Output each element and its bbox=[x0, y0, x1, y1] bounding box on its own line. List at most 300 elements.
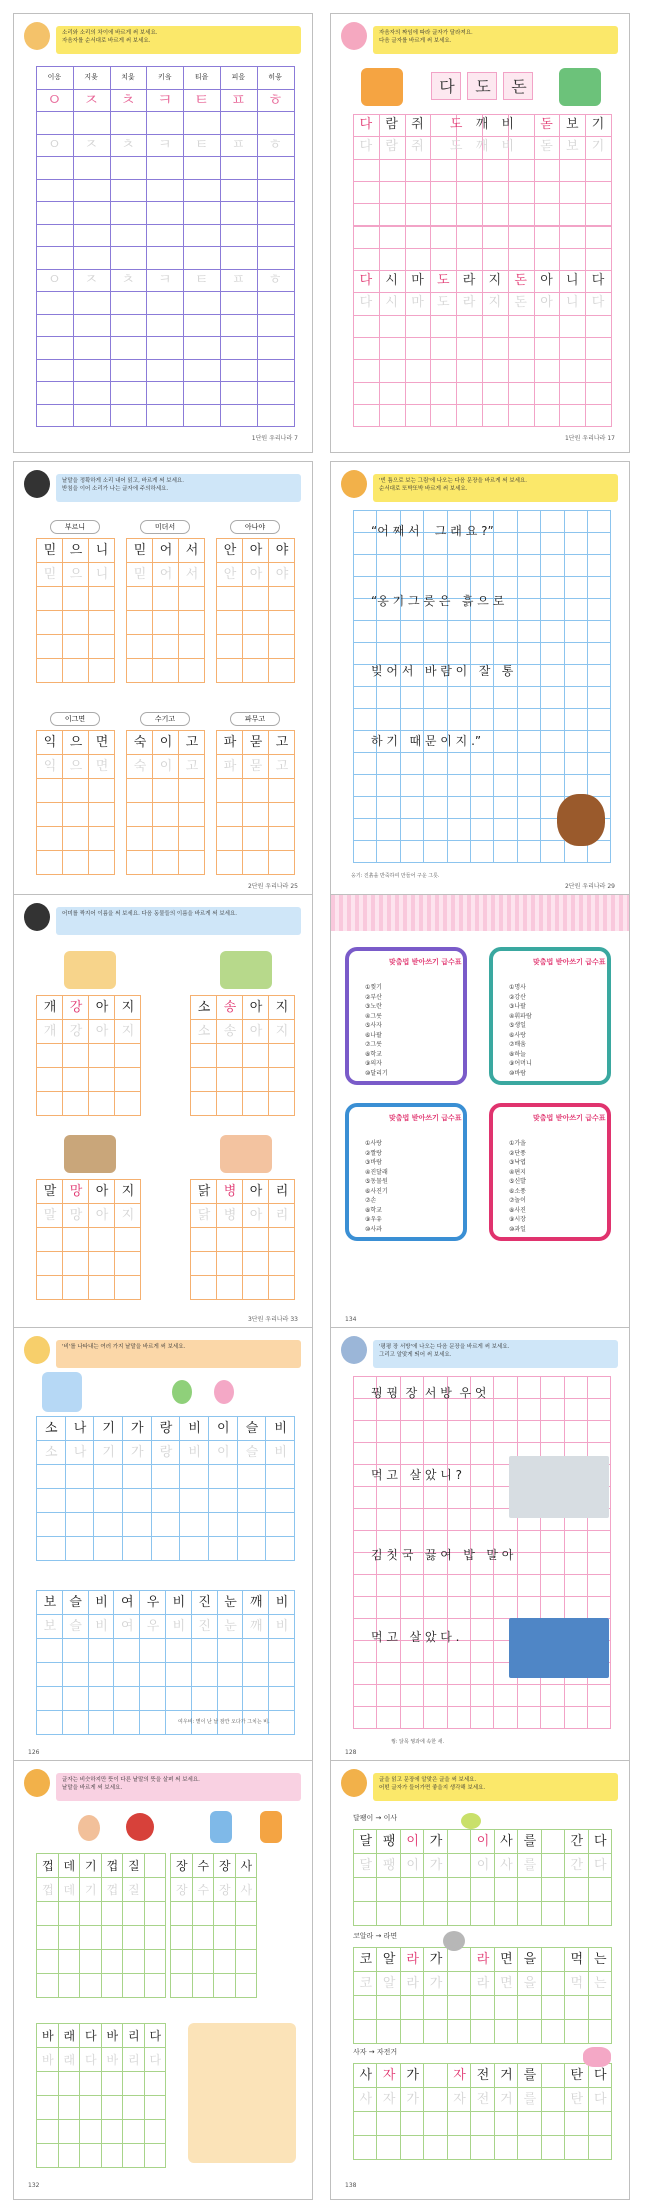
grid-cell bbox=[508, 248, 535, 271]
practice-letter: 이 bbox=[406, 1858, 419, 1873]
grid-cell bbox=[183, 381, 221, 405]
practice-letter: 이 bbox=[159, 735, 173, 750]
grid-cell bbox=[470, 1829, 494, 1854]
grid-cell bbox=[540, 730, 564, 753]
lion-mascot-icon bbox=[24, 1769, 50, 1797]
grid-cell bbox=[101, 2023, 124, 2048]
practice-letter: 가 bbox=[406, 2092, 419, 2107]
sentence-line-3: 김 칫 국 끓 여 밥 말 아 bbox=[371, 1548, 514, 1562]
grid-cell bbox=[587, 664, 611, 687]
grid-cell bbox=[242, 1638, 269, 1663]
practice-letter: 아 bbox=[249, 1208, 263, 1223]
grid-cell bbox=[353, 181, 380, 204]
grid-cell bbox=[36, 2119, 59, 2144]
trace-letter: 마 bbox=[411, 295, 424, 311]
grid-cell bbox=[62, 995, 89, 1020]
grid-cell bbox=[376, 2135, 400, 2160]
grid-cell bbox=[517, 1971, 541, 1996]
grid-cell bbox=[151, 1536, 181, 1561]
grid-cell bbox=[122, 2095, 145, 2120]
grid-cell bbox=[376, 1684, 400, 1707]
grid-cell bbox=[508, 181, 535, 204]
grid-cell bbox=[379, 248, 406, 271]
grid-cell bbox=[493, 1376, 517, 1399]
grid-cell bbox=[564, 664, 588, 687]
grid-cell bbox=[88, 778, 115, 803]
grid-cell bbox=[588, 2135, 612, 2160]
grid-cell bbox=[447, 2087, 471, 2112]
grid-cell bbox=[114, 1251, 141, 1276]
grid-cell bbox=[257, 156, 295, 180]
practice-letter: 질 bbox=[127, 1883, 140, 1897]
grid-cell bbox=[152, 802, 179, 827]
practice-letter: 지 bbox=[121, 1208, 135, 1223]
practice-letter: 슬 bbox=[69, 1595, 82, 1610]
practice-letter: 수 bbox=[197, 1859, 210, 1873]
grid-cell bbox=[93, 1416, 123, 1441]
grid-cell bbox=[470, 796, 494, 819]
practice-letter: 비 bbox=[172, 1619, 186, 1634]
practice-letter: 개 bbox=[43, 1024, 57, 1039]
grid-cell bbox=[93, 1488, 123, 1513]
grid-cell bbox=[564, 708, 588, 731]
grid-cell bbox=[179, 1440, 209, 1465]
practice-letter: 안 bbox=[223, 567, 237, 582]
grid-cell bbox=[470, 1420, 494, 1443]
grid-cell bbox=[405, 203, 432, 226]
practice-letter: 깨 bbox=[250, 1595, 263, 1610]
grid-cell bbox=[220, 404, 258, 428]
grid-cell bbox=[220, 246, 258, 270]
jamo-letter: ㅊ bbox=[120, 89, 136, 109]
grid-cell bbox=[588, 2019, 612, 2044]
grid-cell bbox=[170, 1973, 193, 1998]
grid-cell bbox=[517, 2111, 541, 2136]
grid-cell bbox=[423, 752, 447, 775]
grid-cell bbox=[482, 226, 509, 249]
grid-cell bbox=[376, 1420, 400, 1443]
page-footer: 138 bbox=[345, 2182, 357, 2189]
grid-cell bbox=[190, 1067, 217, 1092]
grid-cell bbox=[220, 291, 258, 315]
grid-cell bbox=[540, 686, 564, 709]
grid-cell bbox=[36, 336, 74, 360]
footnote: 꿩: 닭목 꿩과에 속한 새. bbox=[391, 1739, 445, 1745]
practice-letter: 지 bbox=[121, 1000, 135, 1015]
practice-letter: 가 bbox=[131, 1445, 144, 1460]
grid-cell bbox=[73, 359, 111, 383]
grid-cell bbox=[36, 778, 63, 803]
page-similar-words bbox=[13, 1760, 313, 2200]
grid-cell bbox=[144, 1973, 167, 1998]
instruction-banner bbox=[373, 1773, 618, 1801]
grid-cell bbox=[268, 562, 295, 587]
grid-cell bbox=[353, 1398, 377, 1421]
grid-cell bbox=[152, 586, 179, 611]
pronunciation-pill: 파무고 bbox=[230, 712, 280, 726]
grid-cell bbox=[242, 1091, 269, 1116]
practice-letter: 믿 bbox=[133, 543, 147, 558]
grid-cell bbox=[62, 1091, 89, 1116]
grid-cell bbox=[213, 1853, 236, 1878]
grid-cell bbox=[36, 1464, 66, 1489]
jamo-letter: ㅈ bbox=[84, 136, 98, 153]
grid-cell bbox=[456, 248, 483, 271]
practice-letter: 믿 bbox=[43, 543, 57, 558]
grid-cell bbox=[101, 2047, 124, 2072]
spelling-item: ⑤사자 bbox=[365, 1022, 382, 1029]
box-title: 맞춤법 받아쓰기 급수표 bbox=[389, 958, 462, 966]
grid-cell bbox=[152, 778, 179, 803]
practice-letter: 전 bbox=[476, 2068, 490, 2083]
practice-letter: 거 bbox=[500, 2092, 513, 2107]
jamo-letter: ㅌ bbox=[194, 136, 209, 153]
practice-letter: 을 bbox=[523, 1952, 537, 1967]
grid-cell bbox=[242, 995, 269, 1020]
grid-cell bbox=[470, 1947, 494, 1972]
trace-letter: 기 bbox=[591, 139, 605, 154]
grid-cell bbox=[216, 562, 243, 587]
grid-cell bbox=[353, 315, 380, 338]
spelling-item: ⑥사진기 bbox=[365, 1187, 388, 1195]
grid-cell bbox=[79, 2119, 102, 2144]
grid-cell bbox=[447, 1901, 471, 1926]
grid-cell bbox=[165, 1686, 192, 1711]
grid-cell bbox=[400, 840, 424, 863]
grid-cell bbox=[151, 1488, 181, 1513]
grid-cell bbox=[376, 2019, 400, 2044]
grid-cell bbox=[470, 1640, 494, 1663]
grid-cell bbox=[88, 538, 115, 563]
practice-letter: 가 bbox=[429, 1952, 443, 1967]
grid-cell bbox=[257, 314, 295, 338]
grid-cell bbox=[122, 2047, 145, 2072]
grid-cell bbox=[517, 510, 541, 533]
grid-cell bbox=[88, 1043, 115, 1068]
grid-cell bbox=[405, 181, 432, 204]
grid-cell bbox=[36, 2071, 59, 2096]
trace-letter: 다 bbox=[359, 139, 373, 154]
practice-letter: 데 bbox=[63, 1859, 76, 1873]
lion-mascot-icon bbox=[341, 470, 367, 498]
grid-cell bbox=[541, 1947, 565, 1972]
practice-letter: 아 bbox=[95, 1184, 109, 1199]
spelling-item: ①사랑 bbox=[365, 1140, 382, 1147]
grid-cell bbox=[144, 2071, 167, 2096]
grid-cell bbox=[36, 1614, 63, 1639]
grid-cell bbox=[208, 1440, 238, 1465]
grid-cell bbox=[183, 359, 221, 383]
grid-cell bbox=[237, 1512, 267, 1537]
grid-cell bbox=[400, 752, 424, 775]
grid-cell bbox=[482, 382, 509, 405]
grid-cell bbox=[564, 1947, 588, 1972]
grid-cell bbox=[564, 1829, 588, 1854]
grid-cell bbox=[400, 1971, 424, 1996]
grid-cell bbox=[423, 1596, 447, 1619]
practice-letter: 다 bbox=[149, 2053, 162, 2067]
grid-cell bbox=[36, 1440, 66, 1465]
practice-letter: 기 bbox=[84, 1859, 97, 1873]
grid-cell bbox=[73, 201, 111, 225]
grid-cell bbox=[242, 1662, 269, 1687]
apple-illustration bbox=[126, 1813, 154, 1841]
grid-cell bbox=[353, 1442, 377, 1465]
grid-cell bbox=[540, 752, 564, 775]
practice-letter: 슬 bbox=[245, 1421, 259, 1436]
grid-cell bbox=[268, 1019, 295, 1044]
grid-cell bbox=[541, 1877, 565, 1902]
box-title: 맞춤법 받아쓰기 급수표 bbox=[389, 1114, 462, 1122]
jamo-letter: ㅈ bbox=[83, 89, 99, 109]
grid-cell bbox=[456, 337, 483, 360]
box-title: 맞춤법 받아쓰기 급수표 bbox=[533, 1114, 606, 1122]
grid-cell bbox=[79, 2071, 102, 2096]
grid-cell bbox=[192, 1901, 215, 1926]
trace-letter: 라 bbox=[462, 295, 476, 311]
grid-cell bbox=[268, 538, 295, 563]
practice-letter: 달 bbox=[359, 1834, 372, 1849]
practice-letter: 기 bbox=[102, 1421, 115, 1436]
grid-cell bbox=[376, 818, 400, 841]
grid-cell bbox=[36, 224, 74, 248]
practice-letter: 비 bbox=[275, 1595, 289, 1610]
grid-cell bbox=[470, 840, 494, 863]
grid-cell bbox=[144, 1925, 167, 1950]
grid-cell bbox=[122, 1901, 145, 1926]
grid-cell bbox=[216, 538, 243, 563]
grid-cell bbox=[400, 2019, 424, 2044]
spelling-item: ③나팔 bbox=[509, 1003, 526, 1010]
grid-cell bbox=[146, 156, 184, 180]
grid-cell bbox=[192, 1973, 215, 1998]
grid-cell bbox=[405, 226, 432, 249]
grid-cell bbox=[65, 1440, 95, 1465]
grid-cell bbox=[353, 708, 377, 731]
practice-letter: 슬 bbox=[245, 1445, 259, 1460]
grid-cell bbox=[220, 156, 258, 180]
grid-cell bbox=[62, 1043, 89, 1068]
spelling-box-3 bbox=[345, 1103, 467, 1241]
grid-cell bbox=[139, 1614, 166, 1639]
grid-cell bbox=[447, 796, 471, 819]
grid-cell bbox=[423, 686, 447, 709]
grid-cell bbox=[152, 754, 179, 779]
grid-cell bbox=[58, 1853, 81, 1878]
grid-cell bbox=[400, 1947, 424, 1972]
grid-cell bbox=[376, 1662, 400, 1685]
grid-cell bbox=[36, 1488, 66, 1513]
grid-cell bbox=[183, 246, 221, 270]
grid-cell bbox=[237, 1464, 267, 1489]
grid-cell bbox=[405, 248, 432, 271]
grid-cell bbox=[36, 359, 74, 383]
practice-letter: 이 bbox=[217, 1421, 230, 1436]
practice-letter: 아 bbox=[249, 1024, 263, 1039]
grid-cell bbox=[447, 1398, 471, 1421]
grid-cell bbox=[220, 224, 258, 248]
grid-cell bbox=[122, 2023, 145, 2048]
grid-cell bbox=[564, 642, 588, 665]
grid-cell bbox=[517, 2135, 541, 2160]
practice-letter: 사 bbox=[240, 1859, 253, 1873]
grid-cell bbox=[220, 336, 258, 360]
grid-cell bbox=[265, 1416, 295, 1441]
grid-cell bbox=[587, 554, 611, 577]
grid-cell bbox=[144, 2047, 167, 2072]
practice-letter: 랑 bbox=[159, 1421, 173, 1436]
spelling-item: ⑨의자 bbox=[365, 1060, 382, 1067]
boy-illustration bbox=[210, 1811, 232, 1843]
grid-cell bbox=[588, 2087, 612, 2112]
grid-cell bbox=[430, 159, 457, 182]
grid-cell bbox=[493, 840, 517, 863]
grid-cell bbox=[353, 2087, 377, 2112]
practice-letter: 장 bbox=[218, 1859, 231, 1873]
grid-cell bbox=[493, 708, 517, 731]
practice-letter: 파 bbox=[223, 759, 237, 774]
panda-mascot-icon bbox=[24, 470, 50, 498]
grid-cell bbox=[146, 359, 184, 383]
grid-cell bbox=[208, 1536, 238, 1561]
jamo-letter: ㅊ bbox=[121, 271, 135, 288]
grid-cell bbox=[353, 1684, 377, 1707]
grid-cell bbox=[110, 246, 148, 270]
grid-cell bbox=[423, 1995, 447, 2020]
grid-cell bbox=[88, 1590, 115, 1615]
page-vowel-combination bbox=[330, 13, 630, 453]
grid-cell bbox=[588, 2111, 612, 2136]
trace-letter: 지 bbox=[488, 295, 502, 311]
grid-cell bbox=[36, 1043, 63, 1068]
grid-cell bbox=[216, 1251, 243, 1276]
practice-letter: 송 bbox=[223, 1024, 237, 1039]
grid-cell bbox=[190, 1179, 217, 1204]
grid-cell bbox=[58, 1973, 81, 1998]
grid-cell bbox=[179, 1416, 209, 1441]
practice-letter: 어 bbox=[159, 567, 173, 582]
sentence-line-1: “어 째 서 그 래 요 ?” bbox=[371, 524, 494, 538]
grid-cell bbox=[170, 1925, 193, 1950]
big-letter: 다 bbox=[439, 77, 455, 96]
instruction-text: 글을 읽고 문장에 알맞은 글을 써 보세요. 어떤 글자가 들어가면 좋을지 생각해 보세요. bbox=[379, 1777, 486, 1791]
grid-cell bbox=[36, 995, 63, 1020]
grid-cell bbox=[423, 1442, 447, 1465]
grid-cell bbox=[101, 1973, 124, 1998]
grid-cell bbox=[559, 203, 586, 226]
grid-cell bbox=[183, 291, 221, 315]
grid-cell bbox=[517, 1706, 541, 1729]
grid-cell bbox=[114, 1275, 141, 1300]
grid-cell bbox=[534, 315, 561, 338]
cat-mascot-icon bbox=[24, 22, 50, 50]
grid-cell bbox=[540, 1706, 564, 1729]
grid-cell bbox=[423, 1706, 447, 1729]
practice-letter: 는 bbox=[593, 1952, 607, 1967]
grid-cell bbox=[423, 620, 447, 643]
practice-letter: 기 bbox=[84, 1883, 97, 1897]
grid-cell bbox=[423, 1901, 447, 1926]
grid-cell bbox=[376, 2063, 400, 2088]
grid-cell bbox=[257, 201, 295, 225]
rabbit-illustration bbox=[214, 1380, 234, 1404]
grid-cell bbox=[379, 404, 406, 427]
practice-letter: 가 bbox=[429, 1976, 443, 1991]
grid-cell bbox=[191, 1686, 218, 1711]
grid-cell bbox=[62, 1067, 89, 1092]
grid-cell bbox=[36, 850, 63, 875]
grid-cell bbox=[447, 1706, 471, 1729]
big-letter-box bbox=[431, 72, 461, 100]
page-footer: 1단원 우리나라 7 bbox=[251, 435, 298, 442]
grid-cell bbox=[36, 610, 63, 635]
practice-letter: 사 bbox=[359, 2092, 372, 2107]
jamo-letter: ㅎ bbox=[267, 89, 283, 109]
column-header: 치읓 bbox=[121, 73, 135, 81]
spelling-item: ④진달래 bbox=[365, 1168, 388, 1176]
grid-cell bbox=[36, 1251, 63, 1276]
practice-letter: 이 bbox=[217, 1445, 230, 1460]
practice-letter: 를 bbox=[523, 2068, 537, 2083]
grid-cell bbox=[447, 1853, 471, 1878]
grid-cell bbox=[400, 1684, 424, 1707]
grid-cell bbox=[379, 337, 406, 360]
grid-cell bbox=[400, 1596, 424, 1619]
practice-letter: 강 bbox=[69, 1000, 83, 1015]
instruction-banner bbox=[56, 474, 301, 502]
grid-cell bbox=[242, 1590, 269, 1615]
grid-cell bbox=[114, 1019, 141, 1044]
puppy-illustration bbox=[64, 951, 116, 989]
grid-cell bbox=[430, 248, 457, 271]
grid-cell bbox=[65, 1464, 95, 1489]
grid-cell bbox=[376, 1596, 400, 1619]
practice-letter: 리 bbox=[275, 1184, 289, 1199]
grid-cell bbox=[122, 1949, 145, 1974]
practice-letter: 는 bbox=[593, 1976, 607, 1991]
grid-cell bbox=[541, 1901, 565, 1926]
grid-cell bbox=[220, 201, 258, 225]
grid-cell bbox=[192, 1853, 215, 1878]
grid-cell bbox=[423, 1877, 447, 1902]
hint-text: 달팽이 → 이사 bbox=[353, 1814, 398, 1822]
jamo-letter: ㅈ bbox=[84, 271, 98, 288]
jamo-letter: ㅋ bbox=[157, 89, 173, 109]
grid-cell bbox=[265, 1536, 295, 1561]
grid-cell bbox=[353, 554, 377, 577]
grid-cell bbox=[517, 730, 541, 753]
grid-cell bbox=[36, 156, 74, 180]
grid-cell bbox=[376, 752, 400, 775]
practice-letter: 서 bbox=[185, 543, 199, 558]
grid-cell bbox=[126, 850, 153, 875]
grid-cell bbox=[585, 404, 612, 427]
grid-cell bbox=[493, 532, 517, 555]
grid-cell bbox=[540, 554, 564, 577]
grid-cell bbox=[430, 226, 457, 249]
practice-letter: 다 bbox=[593, 1858, 607, 1873]
grid-cell bbox=[423, 840, 447, 863]
grid-cell bbox=[36, 2023, 59, 2048]
practice-letter: 장 bbox=[218, 1883, 231, 1897]
spelling-item: ③바람 bbox=[365, 1159, 382, 1166]
grid-cell bbox=[400, 1508, 424, 1531]
grid-cell bbox=[242, 1179, 269, 1204]
practice-letter: 망 bbox=[69, 1184, 83, 1199]
chick-illustration bbox=[220, 1135, 272, 1173]
grid-cell bbox=[183, 314, 221, 338]
practice-letter: 니 bbox=[95, 567, 109, 582]
